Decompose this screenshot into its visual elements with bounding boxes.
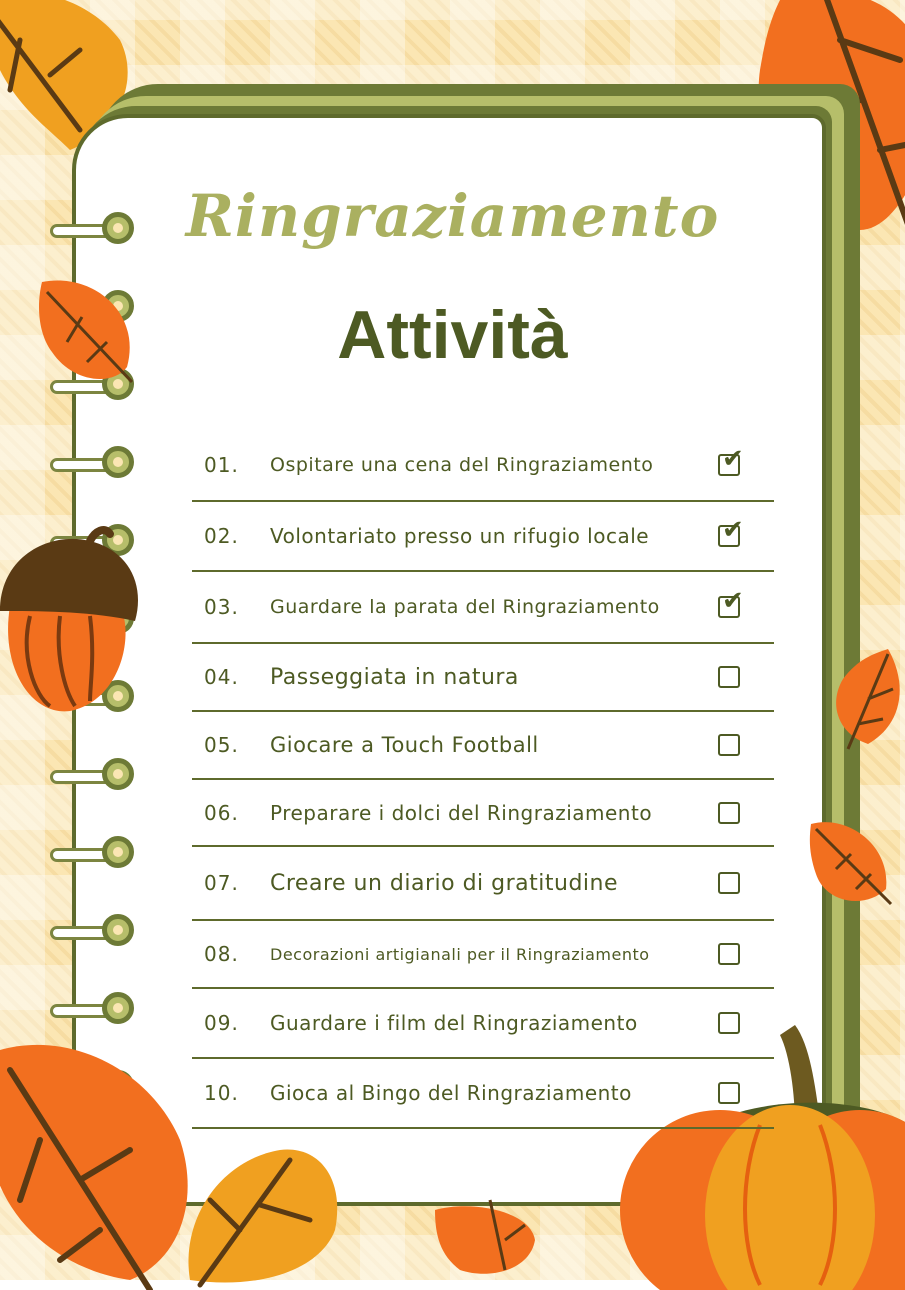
checkbox[interactable] — [718, 1012, 740, 1034]
checkmark-icon: ✔ — [722, 444, 744, 474]
spiral-ring — [50, 764, 128, 790]
activity-label: Passeggiata in natura — [270, 664, 519, 690]
activity-row — [192, 989, 774, 1059]
activity-label: Decorazioni artigianali per il Ringraziamento — [270, 944, 650, 964]
autumn-leaf-icon — [170, 1140, 350, 1290]
checkbox-checked[interactable] — [718, 586, 744, 618]
activity-row — [192, 502, 774, 572]
activity-label: Guardare la parata del Ringraziamento — [270, 596, 660, 618]
ring-hole — [102, 758, 134, 790]
activity-row — [192, 847, 774, 921]
activity-label: Creare un diario di gratitudine — [270, 870, 619, 896]
activity-checklist — [192, 430, 774, 1129]
activity-row — [192, 572, 774, 644]
activity-label: Guardare i film del Ringraziamento — [270, 1011, 638, 1035]
activity-row — [192, 712, 774, 780]
page-title: Attività — [337, 297, 568, 373]
checkbox-checked[interactable] — [718, 444, 744, 476]
spiral-ring — [50, 842, 128, 868]
activity-label: Volontariato presso un rifugio locale — [270, 524, 650, 548]
checkmark-icon: ✔ — [722, 515, 744, 545]
spiral-ring — [50, 920, 128, 946]
title-script: Ringraziamento — [185, 182, 720, 250]
checkbox[interactable] — [718, 666, 740, 688]
checkbox[interactable] — [718, 1082, 740, 1104]
ring-hole — [102, 446, 134, 478]
activity-number: 05. — [204, 733, 239, 757]
ring-hole — [102, 914, 134, 946]
checkbox[interactable] — [718, 802, 740, 824]
activity-label: Ospitare una cena del Ringraziamento — [270, 454, 654, 476]
activity-number: 04. — [204, 665, 239, 689]
activity-number: 08. — [204, 942, 239, 966]
ring-hole — [102, 992, 134, 1024]
acorn-icon — [0, 526, 150, 726]
activity-label: Gioca al Bingo del Ringraziamento — [270, 1081, 632, 1105]
activity-number: 09. — [204, 1011, 239, 1035]
activity-number: 10. — [204, 1081, 239, 1105]
ring-hole — [102, 836, 134, 868]
spiral-ring — [50, 452, 128, 478]
activity-number: 01. — [204, 453, 239, 477]
activity-label: Preparare i dolci del Ringraziamento — [270, 800, 653, 825]
activity-row — [192, 921, 774, 989]
checkbox[interactable] — [718, 872, 740, 894]
autumn-leaf-icon — [828, 644, 905, 754]
activity-row — [192, 430, 774, 502]
activity-number: 07. — [204, 871, 239, 895]
autumn-leaf-icon — [430, 1200, 540, 1280]
activity-row — [192, 644, 774, 712]
activity-number: 02. — [204, 524, 239, 548]
activity-row — [192, 1059, 774, 1129]
checkbox[interactable] — [718, 943, 740, 965]
checkbox[interactable] — [718, 734, 740, 756]
autumn-leaf-icon — [806, 814, 896, 914]
checkmark-icon: ✔ — [722, 586, 744, 616]
checkbox-checked[interactable] — [718, 515, 744, 547]
activity-row — [192, 780, 774, 847]
activity-label: Giocare a Touch Football — [270, 733, 539, 757]
activity-number: 03. — [204, 595, 239, 619]
spiral-ring — [50, 998, 128, 1024]
activity-number: 06. — [204, 800, 239, 825]
